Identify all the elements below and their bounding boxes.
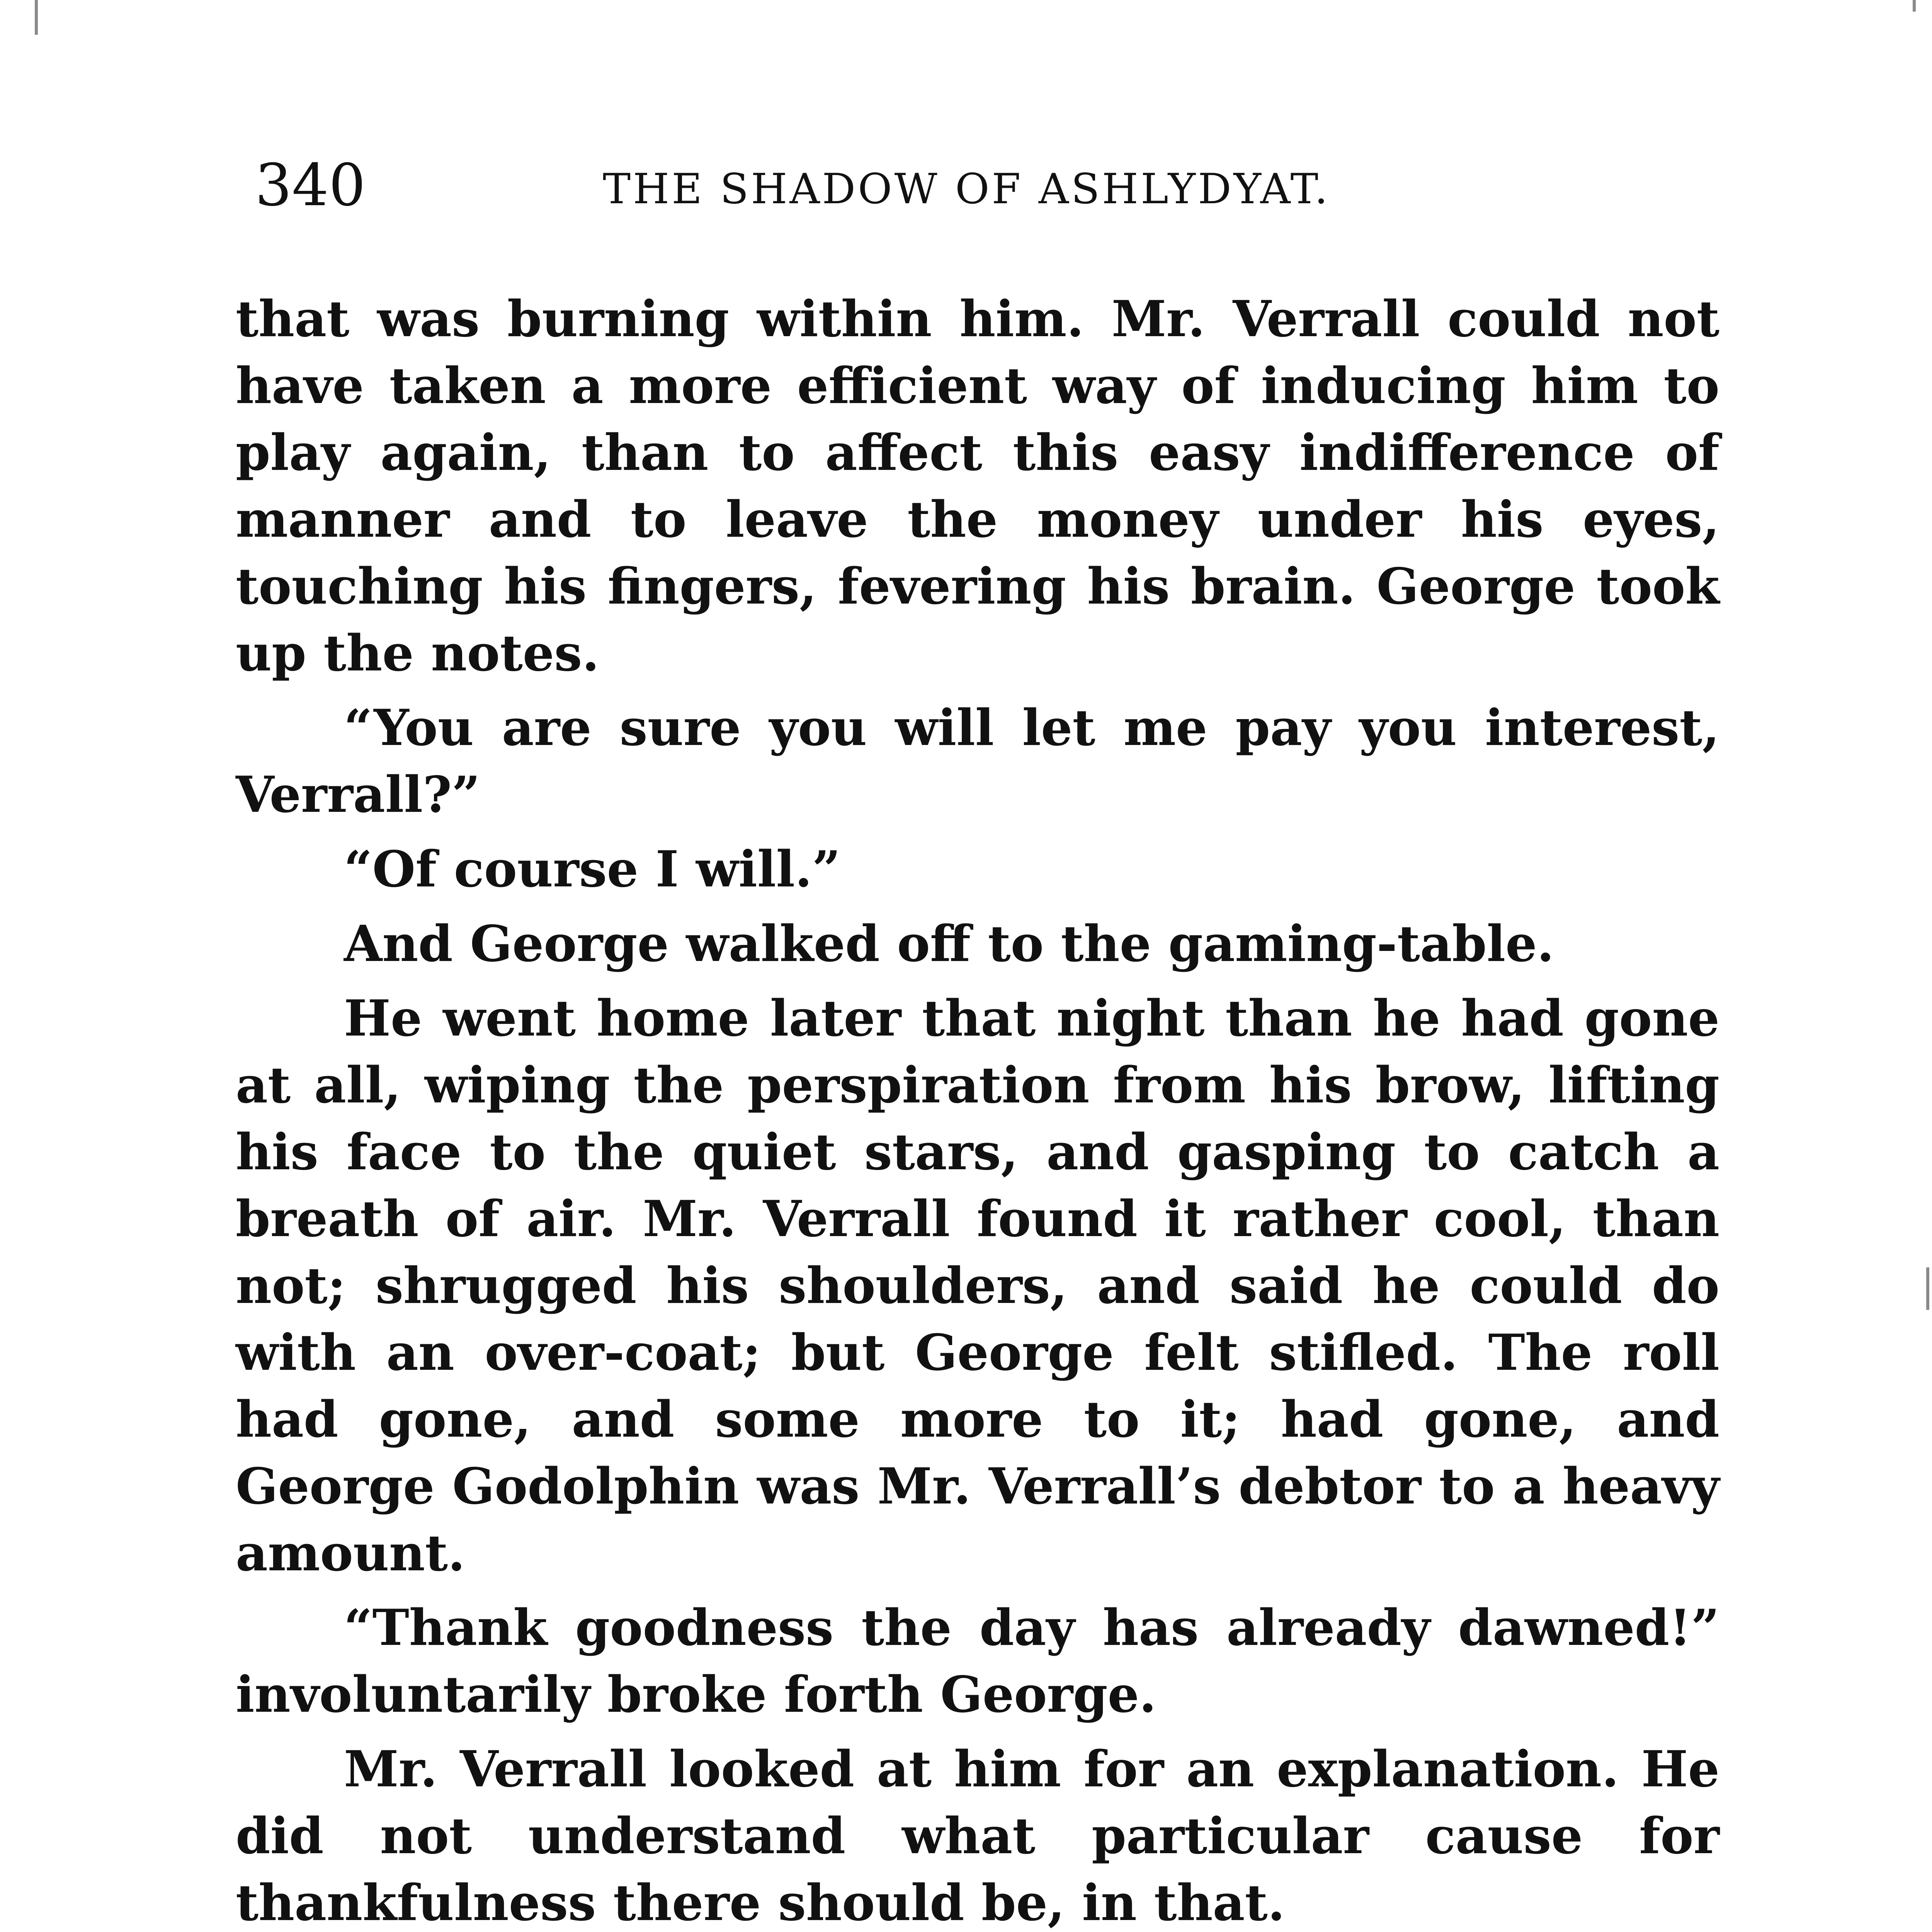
- scan-speck: [35, 0, 38, 35]
- scan-speck: [1913, 0, 1916, 12]
- running-title: THE SHADOW OF ASHLYDYAT.: [603, 165, 1330, 213]
- paragraph: He went home later that night than he had gone at all, wiping the perspiration from his brow, lifting his face to the quiet stars, and gasping to catch a breath of air. Mr. Verrall found it rather cool, than not; shrugged his shoulders, and said he could do with an over-coat; but George felt stifled. The roll had gone, and some more to it; had gone, and George Godolphin was Mr. Verrall’s debtor to a heavy amount.: [236, 990, 1719, 1582]
- body-text: [236, 286, 1719, 1932]
- paragraph: And George walked off to the gaming-table.: [344, 915, 1554, 973]
- paragraph: “Of course I will.”: [344, 840, 841, 898]
- paragraph: “Thank goodness the day has already dawned!” involuntarily broke forth George.: [236, 1599, 1719, 1724]
- page-header: [236, 151, 1735, 228]
- paragraph: “You are sure you will let me pay you interest, Verrall?”: [236, 699, 1719, 824]
- paragraph: Mr. Verrall looked at him for an explanation. He did not understand what particular cause for thankfulness there should be, in that.: [236, 1740, 1719, 1932]
- paragraph: that was burning within him. Mr. Verrall could not have taken a more efficient way of inducing him to play again, than to affect this easy indifference of manner and to leave the money under his eyes, touching his fingers, fevering his brain. George took up the notes.: [236, 290, 1719, 682]
- page-number: 340: [255, 152, 366, 219]
- scan-speck: [1926, 1267, 1929, 1310]
